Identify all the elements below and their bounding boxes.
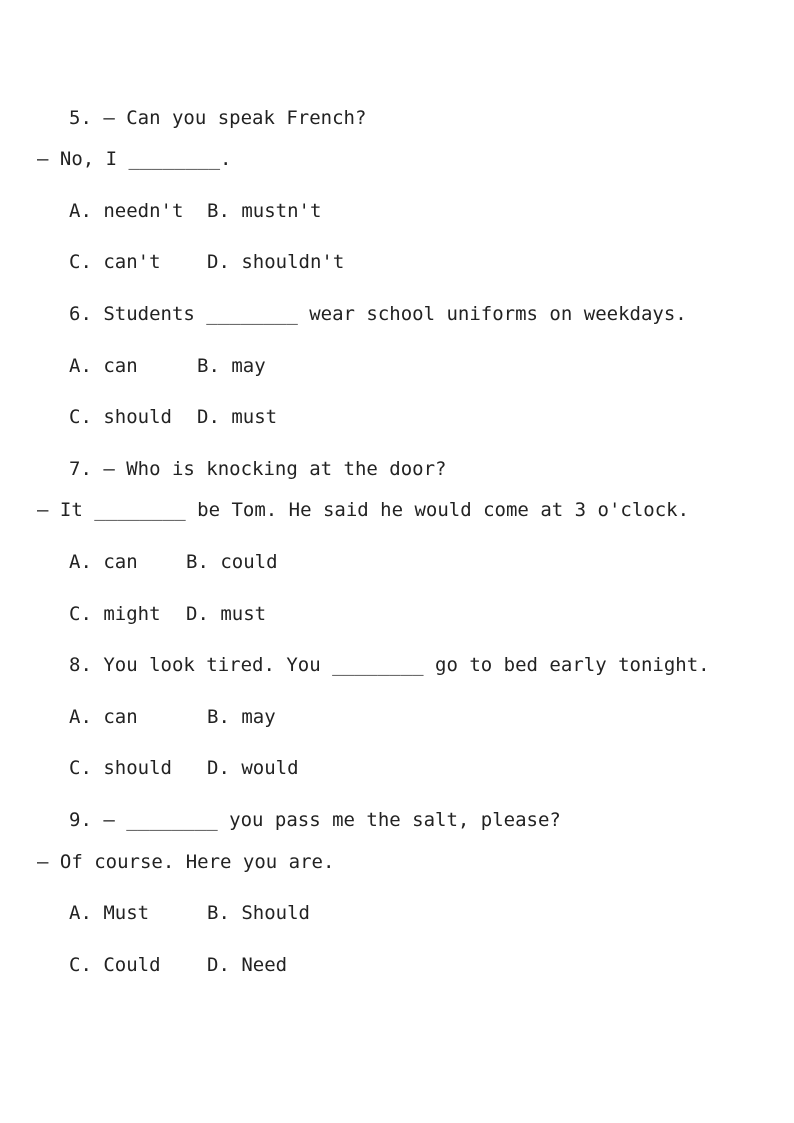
question-9-stem: 9. — ________ you pass me the salt, please? [69, 809, 561, 831]
question-9-option-a: A. Must [69, 902, 150, 924]
question-9-option-b: B. Should [207, 902, 310, 924]
question-6-option-c: C. should [69, 406, 172, 428]
question-8-stem: 8. You look tired. You ________ go to bed early tonight. [69, 654, 710, 676]
question-8-option-c: C. should [69, 757, 172, 779]
question-6-option-a: A. can [69, 355, 138, 377]
question-6-option-b: B. may [197, 355, 266, 377]
question-6-option-d: D. must [197, 406, 278, 428]
question-7-reply: — It ________ be Tom. He said he would come at 3 o'clock. [37, 499, 690, 521]
question-5-option-a: A. needn't [69, 200, 184, 222]
question-5-option-c: C. can't [69, 251, 161, 273]
question-5-reply: — No, I ________. [37, 148, 232, 170]
question-7-option-b: B. could [186, 551, 278, 573]
question-5-option-d: D. shouldn't [207, 251, 345, 273]
question-9-option-d: D. Need [207, 954, 288, 976]
question-7-option-a: A. can [69, 551, 138, 573]
question-9-option-c: C. Could [69, 954, 161, 976]
question-7-option-d: D. must [186, 603, 267, 625]
question-5-stem: 5. — Can you speak French? [69, 107, 367, 129]
question-9-reply: — Of course. Here you are. [37, 851, 335, 873]
question-5-option-b: B. mustn't [207, 200, 322, 222]
question-8-option-b: B. may [207, 706, 276, 728]
question-7-option-c: C. might [69, 603, 161, 625]
question-6-stem: 6. Students ________ wear school uniforms on weekdays. [69, 303, 687, 325]
question-8-option-d: D. would [207, 757, 299, 779]
question-8-option-a: A. can [69, 706, 138, 728]
question-7-stem: 7. — Who is knocking at the door? [69, 458, 447, 480]
